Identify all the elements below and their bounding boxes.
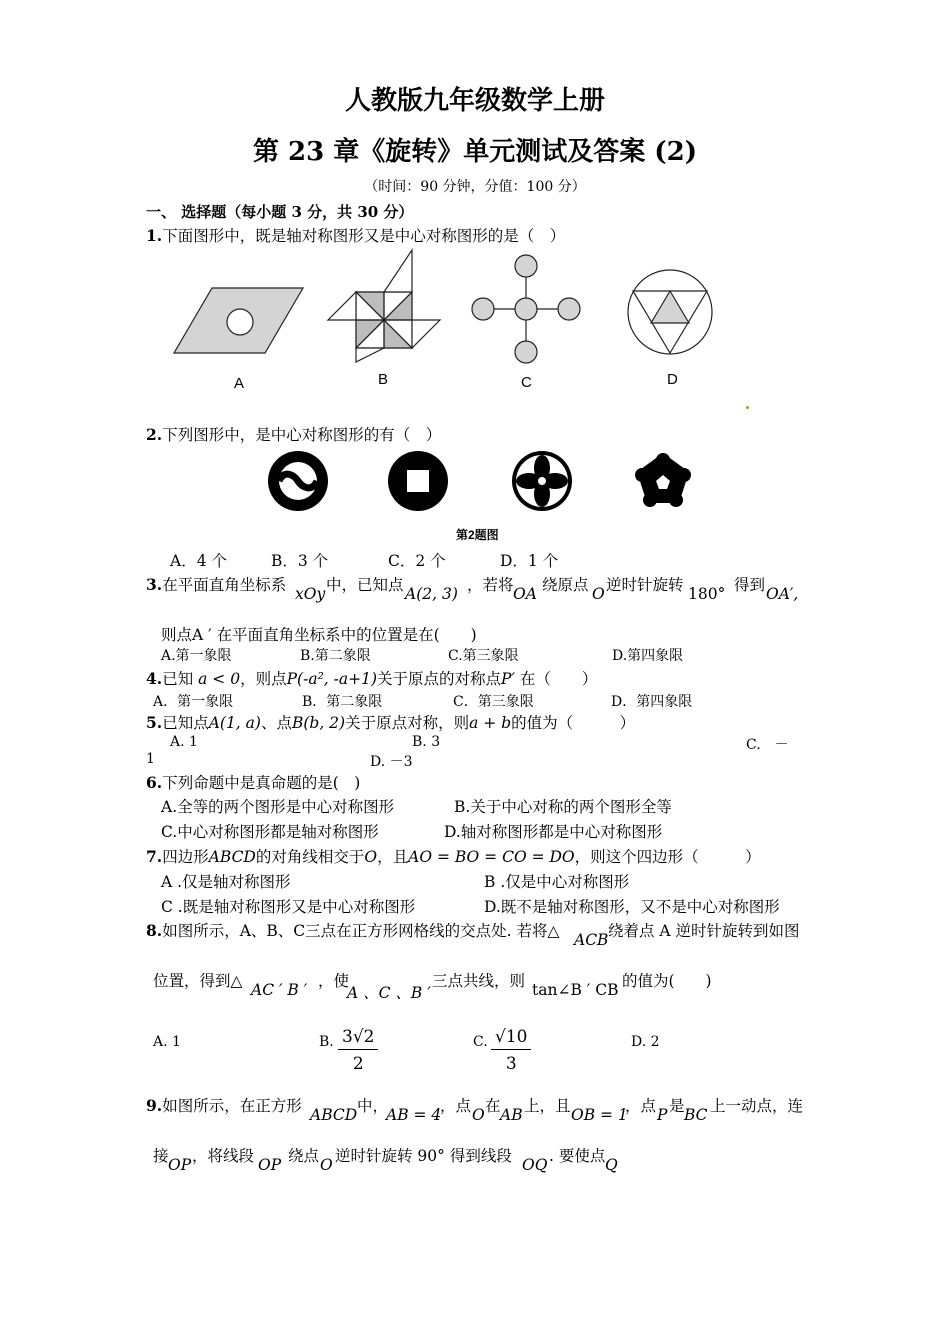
q5-option-d: D. －3 (370, 754, 413, 770)
q5-option-a: A. 1 (170, 734, 198, 750)
q4-text-d: 在（ ） (519, 670, 598, 688)
question-6 (146, 771, 360, 793)
q7-text-b: 的对角线相交于 (255, 848, 365, 866)
question-7 (146, 845, 761, 867)
q5-text-c: 关于原点对称，则 (345, 714, 470, 732)
title-line-2: 第 23 章《旋转》单元测试及答案 (2) (252, 137, 698, 167)
q8-text-a: 如图所示，A、B、C三点在正方形网格线的交点处. 若将△ (162, 922, 560, 940)
q9-abcd: ABCD (310, 1106, 358, 1124)
q9-text-d: 在 (485, 1097, 501, 1115)
q3-number-text (146, 573, 286, 595)
q4-text-b: ，则点 (240, 670, 287, 688)
q7-text-c: ，且 (377, 848, 409, 866)
q9-ob: OB = 1 (571, 1106, 628, 1124)
q1-label-d: D (667, 371, 678, 388)
q9-line1-a (146, 1094, 302, 1116)
q1-label-c: C (521, 374, 532, 391)
q3-text-e: 逆时针旋转 (606, 576, 684, 594)
q9-op-1: OP (168, 1156, 192, 1174)
question-1 (146, 224, 565, 246)
q5-option-c-tail: 1 (146, 751, 155, 767)
q3-number: 3. (146, 575, 163, 594)
q3-xoy: xOy (295, 585, 326, 603)
q1-figures (170, 245, 770, 405)
q4-option-d: D．第四象限 (611, 694, 693, 710)
q5-text-d: 的值为（ ） (511, 714, 636, 732)
q8-option-c-fraction (491, 1027, 531, 1074)
q2-number: 2. (146, 425, 163, 444)
q8-points: A 、C 、B ′ (347, 984, 431, 1002)
q1-figure-c (472, 255, 580, 363)
q9-op-2: OP (258, 1156, 282, 1174)
q4-p-prime: P′ (501, 670, 515, 688)
q1-number: 1. (146, 226, 163, 245)
q8-line2-c: 三点共线，则 (432, 972, 526, 990)
stray-dot (746, 406, 749, 409)
q8-line2-b: ，使 (318, 972, 350, 990)
q8-option-b-den: 2 (352, 1054, 364, 1074)
q9-bc: BC (684, 1106, 708, 1124)
q5-text-a: 已知点 (162, 714, 209, 732)
q9-line2-a: 接 (153, 1147, 169, 1165)
q8-line2-d: 的值为( ) (622, 972, 712, 990)
q8-acb-prime: AC ′ B ′ (251, 981, 308, 999)
exam-meta: （时间：90 分钟，分值：100 分） (364, 179, 586, 195)
q2-option-c: C．2 个 (388, 552, 446, 570)
q7-option-c: C .既是轴对称图形又是中心对称图形 (161, 898, 416, 916)
q2-figure-4 (635, 453, 691, 507)
title-line-1: 人教版九年级数学上册 (344, 86, 605, 116)
q6-option-d: D.轴对称图形都是中心对称图形 (444, 823, 663, 841)
q2-figures (260, 445, 710, 520)
q9-o-2: O (320, 1156, 333, 1174)
q5-expr: a + b (469, 714, 512, 732)
q2-option-d: D．1 个 (500, 552, 559, 570)
q1-figure-b (328, 250, 440, 362)
q9-number: 9. (146, 1096, 163, 1115)
q5-option-b: B. 3 (412, 734, 441, 750)
q6-number: 6. (146, 773, 163, 792)
q8-option-b-fraction (338, 1027, 378, 1074)
q2-option-a: A．4 个 (170, 552, 227, 570)
q1-text: 下面图形中，既是轴对称图形又是中心对称图形的是（ ） (162, 227, 566, 245)
q3-text-b: 中，已知点 (326, 576, 404, 594)
question-2 (146, 423, 441, 445)
q2-caption: 第2题图 (456, 528, 499, 542)
q7-abcd: ABCD (208, 848, 256, 866)
q2-figure-3 (512, 451, 572, 511)
question-4 (146, 667, 597, 689)
q3-text-f: 得到 (734, 576, 766, 594)
q3-oa: OA (513, 585, 537, 603)
q9-oq: OQ (522, 1156, 548, 1174)
q1-figure-a (174, 288, 303, 353)
q4-option-a: A．第一象限 (153, 694, 234, 710)
q8-option-c-num: √10 (491, 1027, 531, 1050)
q9-line2-e: . 要使点 (549, 1147, 606, 1165)
q3-text-a: 在平面直角坐标系 (162, 576, 287, 594)
q6-option-b: B.关于中心对称的两个图形全等 (454, 798, 672, 816)
q5-point-b: B(b, 2) (291, 714, 346, 732)
q9-line2-c: 绕点 (288, 1147, 320, 1165)
q8-number: 8. (146, 921, 163, 940)
q8-acb: ACB (574, 931, 609, 949)
q2-text: 下列图形中，是中心对称图形的有（ ） (162, 426, 442, 444)
q3-option-a: A.第一象限 (161, 648, 232, 664)
q8-option-c-den: 3 (505, 1054, 517, 1074)
q8-line2-a: 位置，得到△ (153, 972, 243, 990)
q4-option-c: C．第三象限 (453, 694, 534, 710)
section-heading: 一、 选择题（每小题 3 分，共 30 分） (146, 203, 414, 221)
q8-option-b-num: 3√2 (338, 1027, 378, 1050)
q1-label-b: B (378, 371, 389, 388)
q9-o: O (472, 1106, 485, 1124)
q4-point: P(-a², -a+1) (286, 670, 378, 688)
q4-text-a: 已知 (162, 670, 194, 688)
q4-condition: a < 0 (198, 670, 241, 688)
q7-option-a: A .仅是轴对称图形 (161, 873, 291, 891)
q3-o: O (592, 585, 605, 603)
q5-point-a: A(1, a) (208, 714, 261, 732)
q3-option-b: B.第二象限 (300, 648, 371, 664)
q7-equation: AO = BO = CO = DO (408, 848, 575, 866)
q3-point-a: A(2, 3) (405, 585, 458, 603)
q4-option-b: B．第二象限 (302, 694, 383, 710)
q8-option-b-label: B. (319, 1034, 334, 1050)
q9-text-a: 如图所示，在正方形 (162, 1097, 302, 1115)
q7-option-b: B .仅是中心对称图形 (484, 873, 630, 891)
q8-option-a: A. 1 (153, 1034, 181, 1050)
q8-tan: tan∠B ′ CB (532, 981, 619, 999)
q9-p: P (657, 1106, 668, 1124)
q8-option-c-label: C. (473, 1034, 488, 1050)
q9-text-c: ，点 (440, 1097, 472, 1115)
q8-line1-a (146, 919, 559, 941)
q4-text-c: 关于原点的对称点 (377, 670, 502, 688)
q4-number: 4. (146, 669, 163, 688)
q7-text-a: 四边形 (162, 848, 209, 866)
q9-q: Q (605, 1156, 618, 1174)
q9-line2-d: 逆时针旋转 90° 得到线段 (335, 1147, 512, 1165)
q9-ab: AB = 4 (386, 1106, 442, 1124)
q3-deg: 180° (688, 585, 726, 603)
q9-text-b: 中， (357, 1097, 389, 1115)
q5-option-c: C. － (746, 737, 789, 753)
q3-text-c: ，若将 (467, 576, 514, 594)
q7-number: 7. (146, 847, 163, 866)
q9-ab-segment: AB (500, 1106, 523, 1124)
q3-option-c: C.第三象限 (448, 648, 519, 664)
q3-oa-prime: OA′, (766, 585, 799, 603)
q1-label-a: A (234, 375, 245, 392)
q6-text: 下列命题中是真命题的是( ) (162, 774, 361, 792)
q8-option-d: D. 2 (631, 1034, 660, 1050)
q9-text-f: ，点 (625, 1097, 657, 1115)
q7-text-d: ，则这个四边形（ ） (574, 848, 761, 866)
q2-figure-2 (388, 451, 448, 511)
q1-figure-d (628, 270, 712, 354)
q9-text-e: 上，且 (524, 1097, 571, 1115)
q8-text-b: 绕着点 A 逆时针旋转到如图 (608, 922, 800, 940)
q3-option-d: D.第四象限 (612, 648, 684, 664)
q5-number: 5. (146, 713, 163, 732)
q7-option-d: D.既不是轴对称图形，又不是中心对称图形 (484, 898, 780, 916)
question-5 (146, 711, 635, 733)
q5-text-b: 、点 (260, 714, 292, 732)
q2-option-b: B．3 个 (271, 552, 329, 570)
q3-text-d: 绕原点 (542, 576, 589, 594)
q9-text-h: 上一动点，连 (710, 1097, 804, 1115)
q9-line2-b: ，将线段 (192, 1147, 255, 1165)
q3-line2: 则点A ′ 在平面直角坐标系中的位置是在( ) (161, 626, 477, 644)
q6-option-c: C.中心对称图形都是轴对称图形 (161, 823, 379, 841)
q6-option-a: A.全等的两个图形是中心对称图形 (161, 798, 395, 816)
q9-text-g: 是 (669, 1097, 685, 1115)
q7-o: O (364, 848, 378, 866)
q2-figure-1 (268, 451, 328, 511)
